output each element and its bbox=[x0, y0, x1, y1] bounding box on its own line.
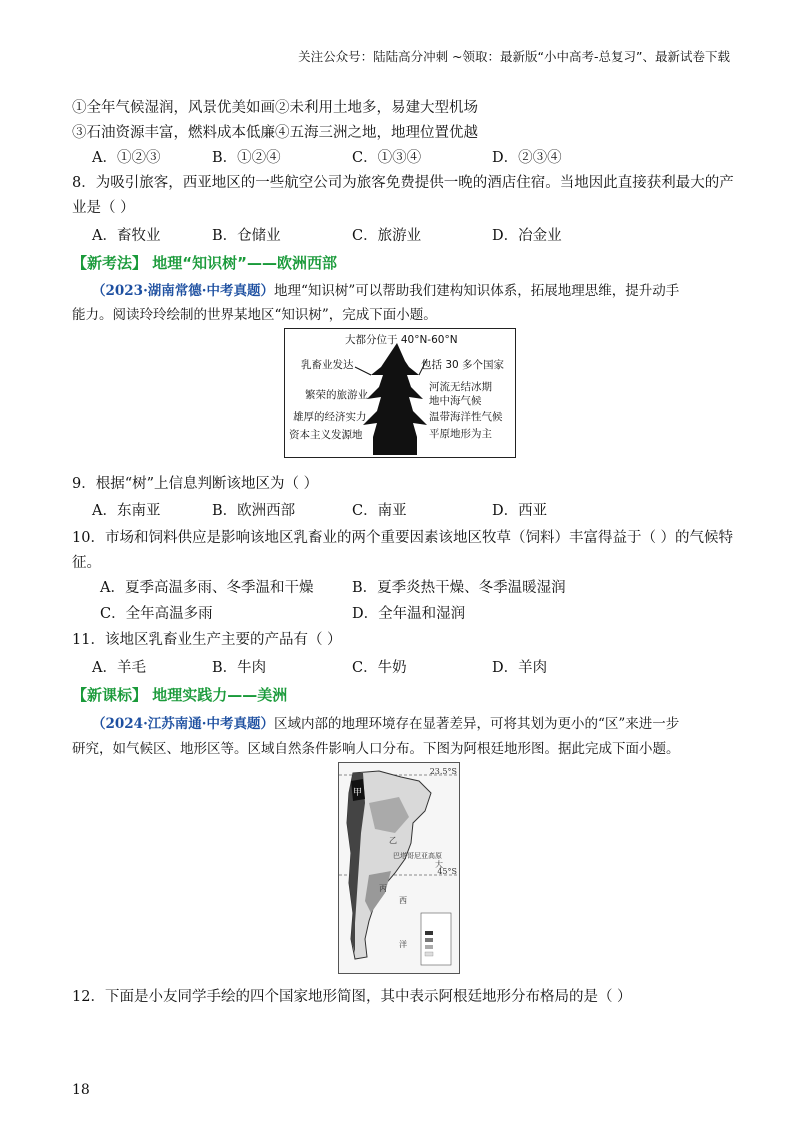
map-latitude-23-5: 23.5°S bbox=[429, 767, 457, 776]
tree-label-left-3: 雄厚的经济实力 bbox=[293, 411, 367, 423]
section1-intro-line-2: 能力。阅读玲玲绘制的世界某地区“知识树”，完成下面小题。 bbox=[72, 307, 437, 323]
q9-option-d: D．西亚 bbox=[492, 503, 548, 519]
q9-stem: 9．根据“树”上信息判断该地区为（ ） bbox=[72, 476, 319, 492]
section1-source: （2023·湖南常德·中考真题） bbox=[92, 283, 274, 299]
page-header: 关注公众号：陆陆高分冲刺 ~领取：最新版“小中高考-总复习”、最新试卷下载 bbox=[298, 49, 730, 64]
q11-option-d: D．羊肉 bbox=[492, 660, 548, 676]
q11-stem: 11．该地区乳畜业生产主要的产品有（ ） bbox=[72, 632, 342, 648]
q10-stem-line-2: 征。 bbox=[72, 555, 101, 571]
map-latitude-45: 45°S bbox=[437, 867, 457, 876]
q8-option-a: A．畜牧业 bbox=[92, 228, 161, 244]
map-ocean-char-2: 西 bbox=[399, 896, 407, 905]
q8-option-c: C．旅游业 bbox=[352, 228, 422, 244]
section-title-knowledge-tree: 【新考法】 地理“知识树”——欧洲西部 bbox=[72, 254, 337, 272]
section-title-practice: 【新课标】 地理实践力——美洲 bbox=[72, 686, 288, 704]
q10-option-b: B．夏季炎热干燥、冬季温暖湿润 bbox=[352, 580, 566, 596]
tree-label-left-4: 资本主义发源地 bbox=[289, 429, 363, 441]
knowledge-tree-figure bbox=[284, 328, 516, 458]
tree-label-right-1: 包括 30 多个国家 bbox=[421, 359, 505, 371]
q7-option-a: A．①②③ bbox=[92, 150, 161, 166]
map-ocean-char-3: 洋 bbox=[399, 940, 407, 949]
page-number: 18 bbox=[72, 1082, 90, 1098]
tree-label-top: 大都分位于 40°N-60°N bbox=[345, 334, 458, 346]
q9-option-a: A．东南亚 bbox=[92, 503, 161, 519]
tree-label-left-1: 乳畜业发达 bbox=[301, 359, 354, 371]
argentina-terrain-map bbox=[338, 762, 460, 974]
q12-stem: 12．下面是小友同学手绘的四个国家地形简图，其中表示阿根廷地形分布格局的是（ ） bbox=[72, 989, 632, 1005]
q8-stem-line-1: 8．为吸引旅客，西亚地区的一些航空公司为旅客免费提供一晚的酒店住宿。当地因此直接获利最大的产 bbox=[72, 175, 734, 191]
q11-option-a: A．羊毛 bbox=[92, 660, 146, 676]
tree-label-right-5: 平原地形为主 bbox=[429, 428, 492, 440]
q10-option-a: A．夏季高温多雨、冬季温和干燥 bbox=[100, 580, 314, 596]
q10-stem-line-1: 10．市场和饲料供应是影响该地区乳畜业的两个重要因素该地区牧草（饲料）丰富得益于（ ）的气候特 bbox=[72, 530, 734, 546]
section2-source: （2024·江苏南通·中考真题） bbox=[92, 716, 274, 732]
q9-option-b: B．欧洲西部 bbox=[212, 503, 296, 519]
q9-option-c: C．南亚 bbox=[352, 503, 407, 519]
q10-option-c: C．全年高温多雨 bbox=[100, 606, 213, 622]
tree-label-left-2: 繁荣的旅游业 bbox=[305, 389, 368, 401]
section1-intro-text: 地理“知识树”可以帮助我们建构知识体系，拓展地理思维，提升动手 bbox=[273, 283, 680, 299]
q7-option-d: D．②③④ bbox=[492, 150, 562, 166]
tree-label-right-4: 温带海洋性气候 bbox=[429, 411, 503, 423]
q8-option-d: D．冶金业 bbox=[492, 228, 562, 244]
section1-intro-line-1 bbox=[92, 279, 679, 299]
q8-stem-line-2: 业是（ ） bbox=[72, 200, 135, 216]
q11-option-b: B．牛肉 bbox=[212, 660, 267, 676]
q10-option-d: D．全年温和湿润 bbox=[352, 606, 466, 622]
section2-intro-line-2: 研究，如气候区、地形区等。区域自然条件影响人口分布。下图为阿根廷地形图。据此完成下面小题。 bbox=[72, 741, 680, 757]
map-region-yi: 乙 bbox=[389, 836, 397, 845]
q11-option-c: C．牛奶 bbox=[352, 660, 407, 676]
section2-intro-line-1 bbox=[92, 712, 679, 732]
section2-intro-text: 区域内部的地理环境存在显著差异，可将其划为更小的“区”来进一步 bbox=[273, 716, 680, 732]
q7-option-c: C．①③④ bbox=[352, 150, 422, 166]
q7-statement-1: ①全年气候湿润，风景优美如画②未利用土地多，易建大型机场 bbox=[72, 100, 478, 116]
map-ocean-char-1: 大 bbox=[435, 860, 443, 869]
q8-option-b: B．仓储业 bbox=[212, 228, 281, 244]
q7-option-b: B．①②④ bbox=[212, 150, 281, 166]
map-region-bing: 丙 bbox=[379, 884, 387, 893]
tree-label-right-2: 河流无结冰期 bbox=[429, 381, 492, 393]
tree-label-right-3: 地中海气候 bbox=[429, 395, 482, 407]
q7-statement-2: ③石油资源丰富，燃料成本低廉④五海三洲之地，地理位置优越 bbox=[72, 125, 478, 141]
map-plateau-label: 巴塔哥尼亚高原 bbox=[393, 852, 442, 860]
map-region-jia: 甲 bbox=[353, 788, 363, 798]
